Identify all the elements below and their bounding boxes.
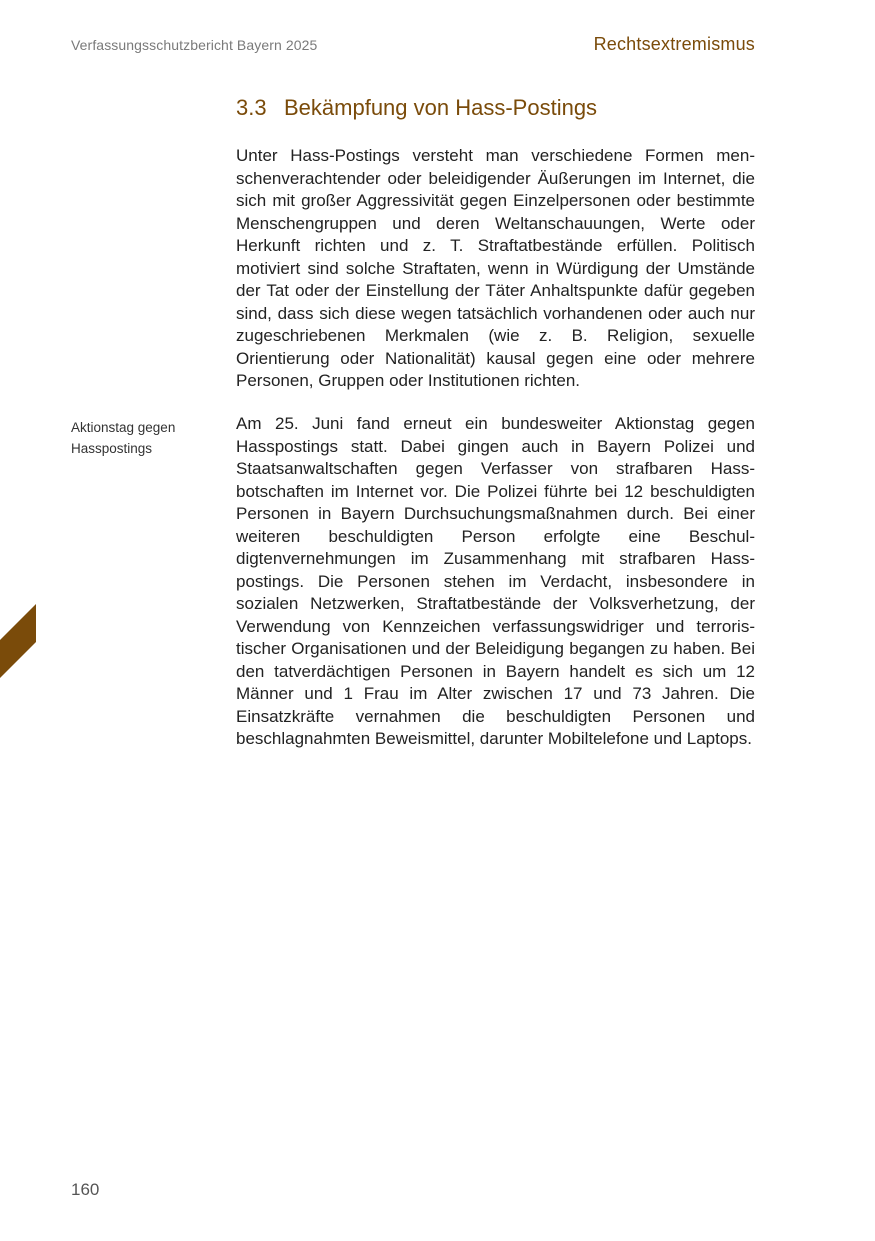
margin-note xyxy=(71,417,211,459)
section-title: Bekämpfung von Hass-Postings xyxy=(284,95,598,120)
paragraph-definition: Unter Hass-Postings versteht man verschiedene Formen menschenverachtender oder beleidigender Äußerungen im Internet, die sich mit großer Aggressivität gegen Einzelpersonen oder bestimmte Menschengruppen und deren Weltanschauungen, Werte oder Herkunft richten und z. T. Straftatbestände erfüllen. Politisch motiviert sind solche Straftaten, wenn in Würdigung der Umstände der Tat oder der Einstellung der Täter Anhaltspunkte dafür gegeben sind, dass sich diese wegen tatsächlich vorhandenen oder auch nur zugeschriebenen Merkmalen (wie z. B. Religion, sexuelle Orientierung oder Nationalität) kausal gegen eine oder mehrere Personen, Gruppen oder Institutionen richten. xyxy=(236,146,755,390)
paragraph-action-day: Am 25. Juni fand erneut ein bundesweiter Aktionstag gegen Hasspostings statt. Dabei gingen auch in Bayern Polizei und Staatsanwaltschaften gegen Verfasser von strafbaren Hassbotschaften im Internet vor. Die Polizei führte bei 12 beschuldigten Personen in Bayern Durchsuchungsmaßnahmen durch. Bei einer weiteren beschuldigten Person erfolgte eine Beschuldigtenvernehmungen im Zusammenhang mit strafbaren Hasspostings. Die Personen stehen im Verdacht, insbesondere in sozialen Netzwerken, Straftatbestände der Volksverhetzung, der Verwendung von Kennzeichen verfassungswidriger und terroristischer Organisationen und der Beleidigung begangen zu haben. Bei den tatverdächtigen Personen in Bayern handelt es sich um 12 Männer und 1 Frau im Alter zwischen 17 und 73 Jahren. Die Einsatzkräfte vernahmen die beschuldigten Personen und beschlagnahmten Beweismittel, darunter Mobiltelefone und Laptops. xyxy=(236,414,755,748)
section-heading xyxy=(236,95,597,121)
margin-note-line: Hasspostings xyxy=(71,441,153,456)
chapter-tab-marker xyxy=(0,604,36,678)
page-number: 160 xyxy=(71,1180,100,1199)
section-number: 3.3 xyxy=(236,95,267,120)
margin-note-line: Aktionstag gegen xyxy=(71,420,176,435)
report-title: Verfassungsschutzbericht Bayern 2025 xyxy=(71,37,318,53)
chapter-title: Rechtsextremismus xyxy=(593,34,755,54)
